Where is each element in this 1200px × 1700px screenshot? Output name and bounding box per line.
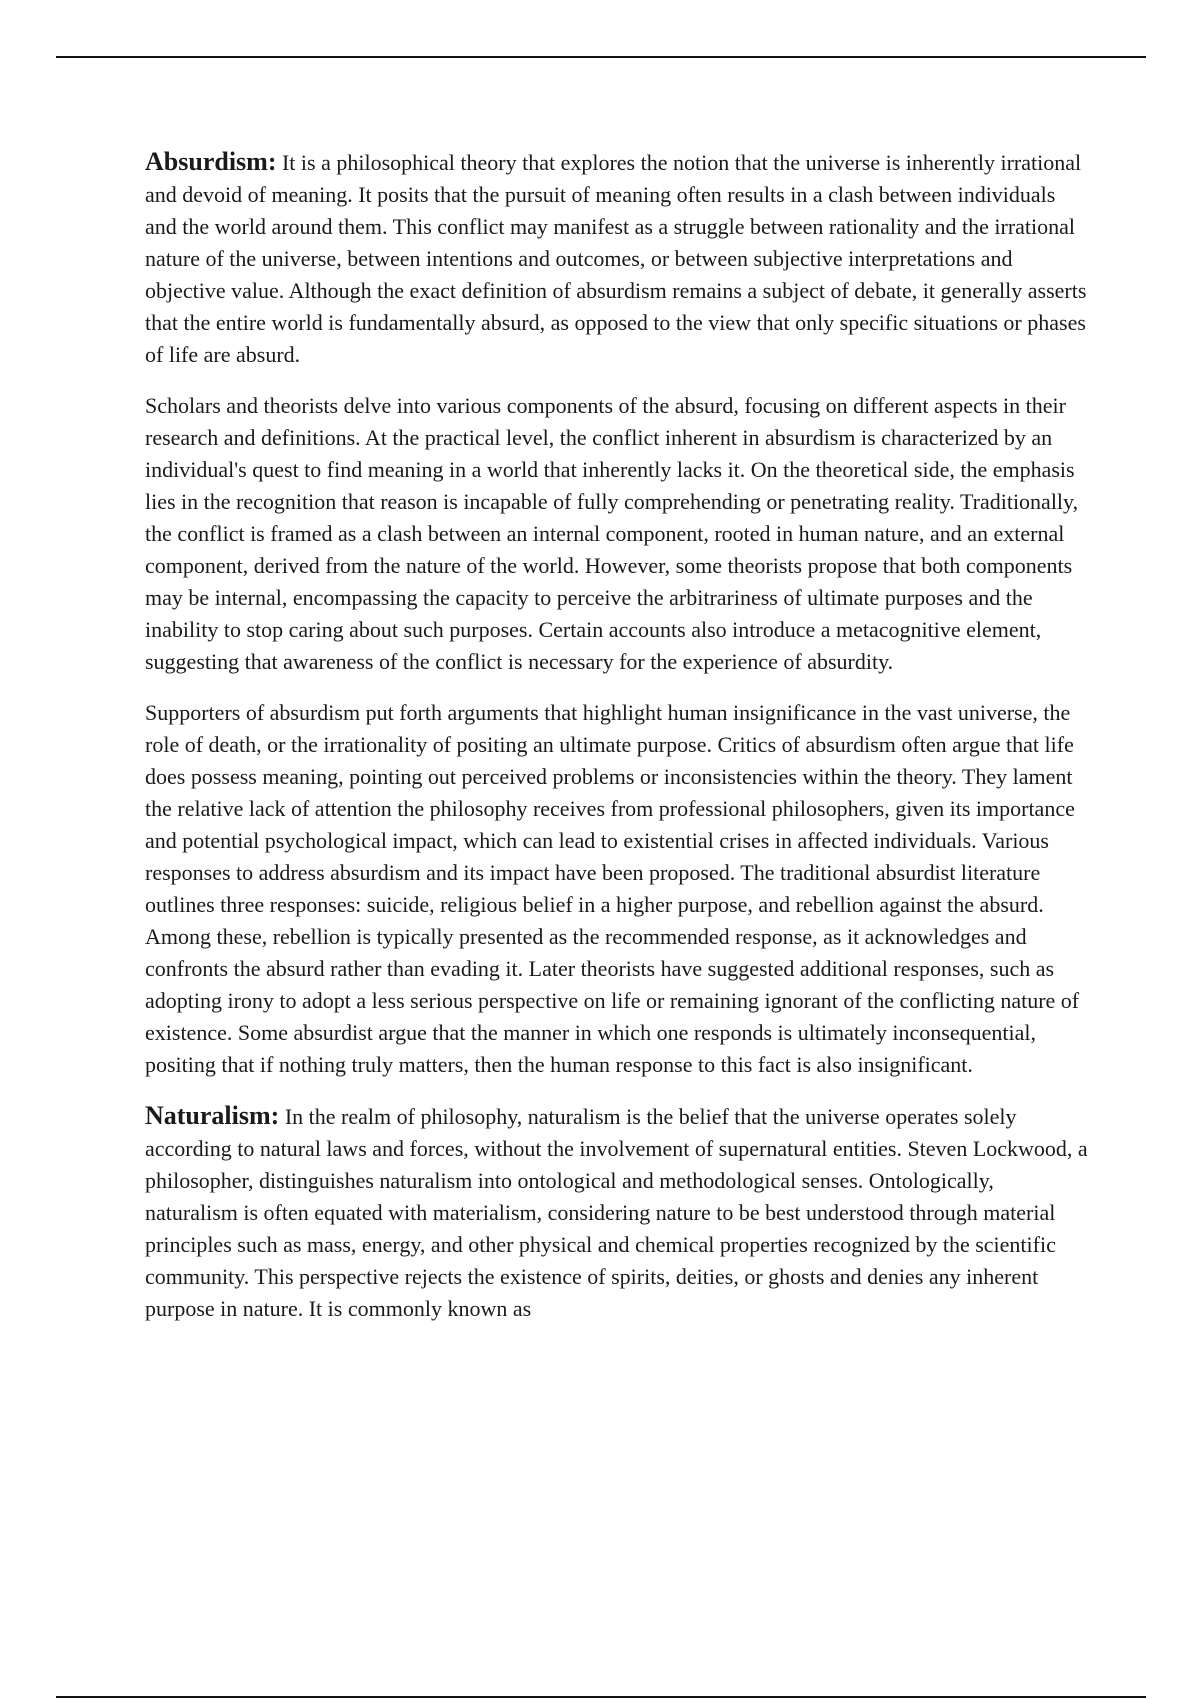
paragraph-absurdism-definition [145,146,1089,371]
header-rule [56,56,1146,58]
paragraph-naturalism-definition [145,1100,1089,1325]
term-absurdism: Absurdism: [145,147,277,176]
paragraph-text: Scholars and theorists delve into various components of the absurd, focusing on different aspects in their research and definitions. At the practical level, the conflict inherent in absurdism is characterized by an individual's quest to find meaning in a world that inherently lacks it. On the theoretical side, the emphasis lies in the recognition that reason is incapable of fully comprehending or penetrating reality. Traditionally, the conflict is framed as a clash between an internal component, rooted in human nature, and an external component, derived from the nature of the world. However, some theorists propose that both components may be internal, encompassing the capacity to perceive the arbitrariness of ultimate purposes and the inability to stop caring about such purposes. Certain accounts also introduce a metacognitive element, suggesting that awareness of the conflict is necessary for the experience of absurdity. [145,393,1079,674]
document-body [145,146,1089,1344]
paragraph-absurd-components [145,390,1089,678]
paragraph-text: Supporters of absurdism put forth arguments that highlight human insignificance in the vast universe, the role of death, or the irrationality of positing an ultimate purpose. Critics of absurdism often argue that life does possess meaning, pointing out perceived problems or inconsistencies within the theory. They lament the relative lack of attention the philosophy receives from professional philosophers, given its importance and potential psychological impact, which can lead to existential crises in affected individuals. Various responses to address absurdism and its impact have been proposed. The traditional absurdist literature outlines three responses: suicide, religious belief in a higher purpose, and rebellion against the absurd. Among these, rebellion is typically presented as the recommended response, as it acknowledges and confronts the absurd rather than evading it. Later theorists have suggested additional responses, such as adopting irony to adopt a less serious perspective on life or remaining ignorant of the conflicting nature of existence. Some absurdist argue that the manner in which one responds is ultimately inconsequential, positing that if nothing truly matters, then the human response to this fact is also insignificant. [145,700,1080,1077]
paragraph-absurdism-arguments [145,697,1089,1081]
footer-rule [56,1696,1146,1698]
paragraph-text: It is a philosophical theory that explores the notion that the universe is inherently irrational and devoid of meaning. It posits that the pursuit of meaning often results in a clash between individuals and the world around them. This conflict may manifest as a struggle between rationality and the irrational nature of the universe, between intentions and outcomes, or between subjective interpretations and objective value. Although the exact definition of absurdism remains a subject of debate, it generally asserts that the entire world is fundamentally absurd, as opposed to the view that only specific situations or phases of life are absurd. [145,150,1087,367]
paragraph-text: In the realm of philosophy, naturalism is the belief that the universe operates solely according to natural laws and forces, without the involvement of supernatural entities. Steven Lockwood, a philosopher, distinguishes naturalism into ontological and methodological senses. Ontologically, naturalism is often equated with materialism, considering nature to be best understood through material principles such as mass, energy, and other physical and chemical properties recognized by the scientific community. This perspective rejects the existence of spirits, deities, or ghosts and denies any inherent purpose in nature. It is commonly known as [145,1104,1088,1321]
term-naturalism: Naturalism: [145,1101,280,1130]
